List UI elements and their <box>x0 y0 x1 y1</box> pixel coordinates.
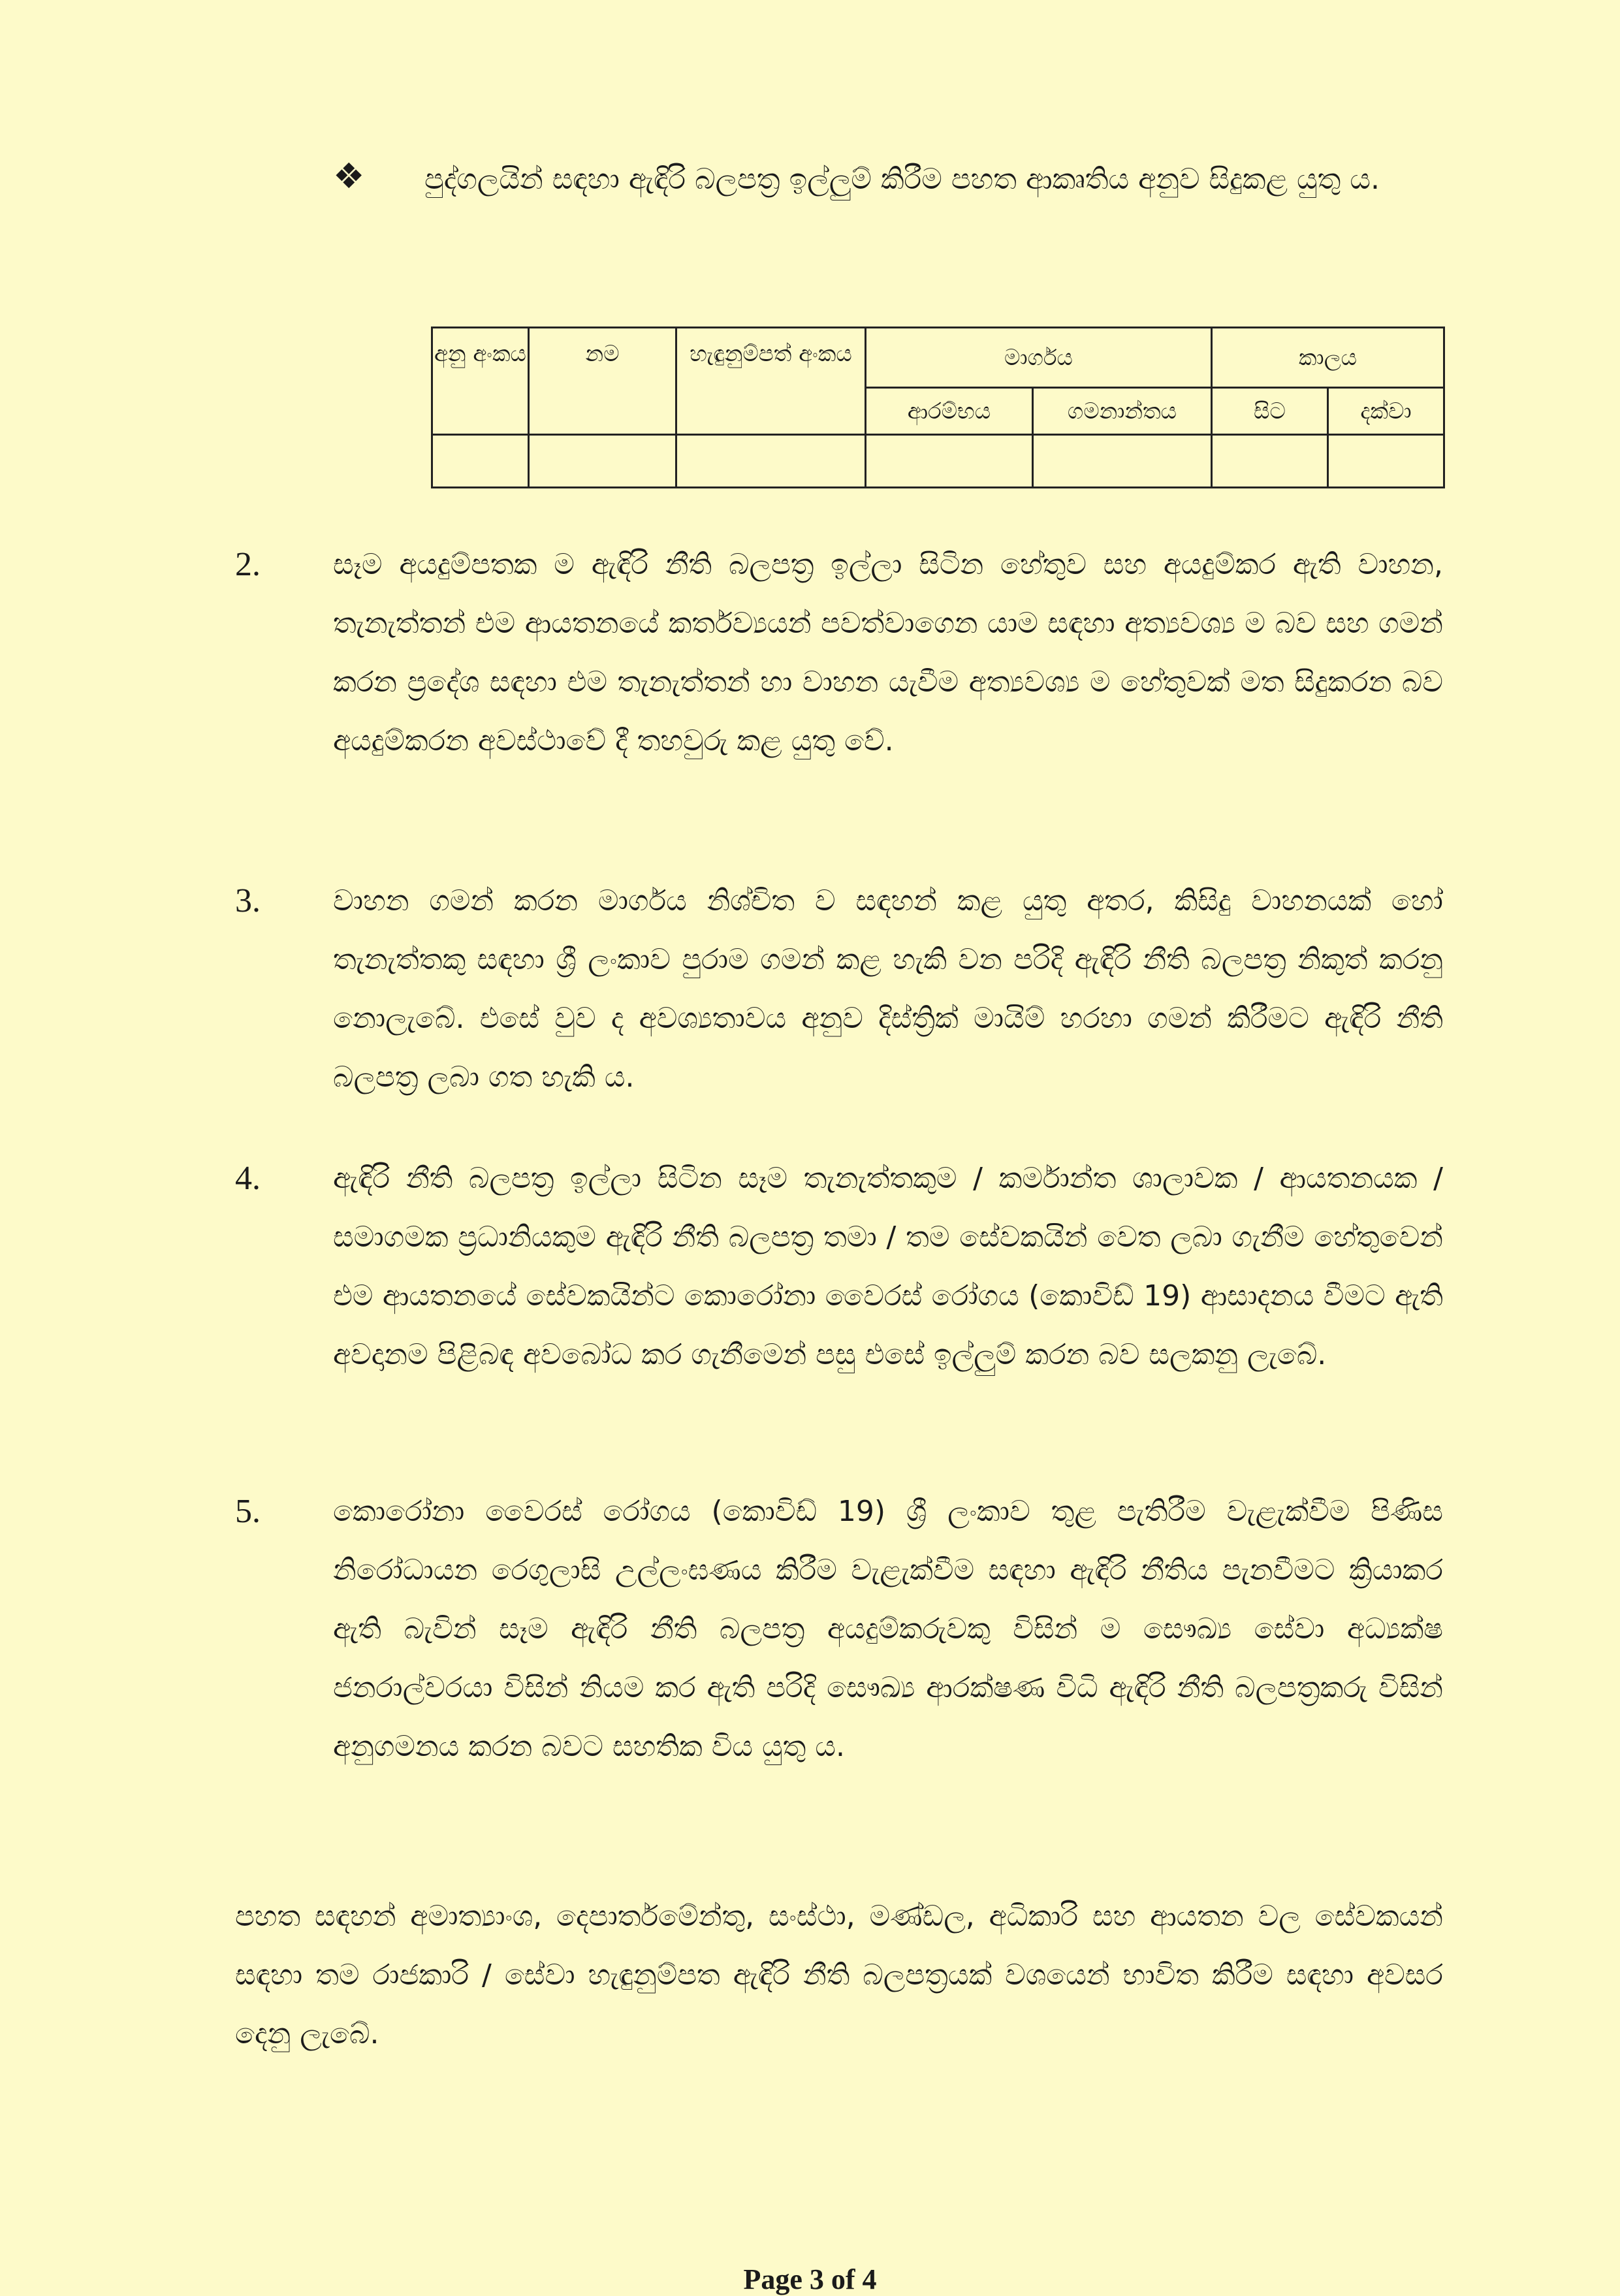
item-number: 4. <box>235 1160 261 1197</box>
table-row-empty <box>432 435 1444 488</box>
table-cell-empty <box>529 435 676 488</box>
header-id-number: හැඳුනුම්පත් අංකය <box>676 328 866 435</box>
header-period-to: දක්වා <box>1328 388 1444 435</box>
table-cell-empty <box>1328 435 1444 488</box>
item-number: 5. <box>235 1493 261 1530</box>
application-format-table <box>431 327 1445 488</box>
header-period: කාලය <box>1212 328 1444 388</box>
item-text: කොරෝනා වෛරස් රෝගය (කොවිඩ් 19) ශ්‍රී ලංකාව තුළ පැතිරීම වැළැක්වීම පිණිස නිරෝධායන රෙගුලාසි උල්ලංඝණය කිරීම වැළැක්වීම සඳහා ඇඳිරි නීතිය පැනවීමට ක්‍රියාකර ඇති බැවින් සෑම ඇඳිරි නීති බලපත්‍ර අයදුම්කරුවකු විසින් ම සෞඛ්‍ය සේවා අධ්‍යක්ෂ ජනරාල්වරයා විසින් නියම කර ඇති පරිදි සෞඛ්‍ය ආරක්ෂණ විධි ඇඳිරි නීති බලපත්‍රකරු විසින් අනුගමනය කරන බවට සහතික විය යුතු ය. <box>333 1495 1443 1763</box>
table-cell-empty <box>1212 435 1328 488</box>
header-route: මාර්ගය <box>866 328 1212 388</box>
item-text: ඇඳිරි නීති බලපත්‍ර ඉල්ලා සිටින සෑම තැනැත්තකුම / කර්මාන්ත ශාලාවක / ආයතනයක / සමාගමක ප්‍රධානියකුම ඇඳිරි නීති බලපත්‍ර තමා / තම සේවකයින් වෙත ලබා ගැනීම හේතුවෙන් එම ආයතනයේ සේවකයින්ට කොරෝනා වෛරස් රෝගය (කොවිඩ් 19) ආසාදනය වීමට ඇති අවදානම පිළිබඳ අවබෝධ කර ගැනීමෙන් පසු එසේ ඉල්ලුම් කරන බව සලකනු ලැබේ. <box>333 1162 1443 1371</box>
table-cell-empty <box>432 435 529 488</box>
closing-paragraph: පහත සඳහන් අමාත්‍යාංශ, දෙපාර්තමේන්තු, සංස්ථා, මණ්ඩල, අධිකාරි සහ ආයතන වල සේවකයන් සඳහා තම රාජකාරි / සේවා හැඳුනුම්පත ඇඳිරි නීති බලපත්‍රයක් වශයෙන් භාවිත කිරීම සඳහා අවසර දෙනු ලැබේ. <box>235 1900 1443 2050</box>
table-cell-empty <box>676 435 866 488</box>
header-route-destination: ගමනාන්තය <box>1033 388 1212 435</box>
table-cell-empty <box>866 435 1033 488</box>
bullet-text: පුද්ගලයින් සඳහා ඇඳිරි බලපත්‍ර ඉල්ලුම් කිරීම පහත ආකෘතිය අනුව සිදුකළ යුතු ය. <box>424 163 1380 196</box>
item-number: 3. <box>235 882 261 919</box>
header-route-start: ආරම්භය <box>866 388 1033 435</box>
four-diamond-bullet-icon: ❖ <box>333 155 365 197</box>
header-name: නම <box>529 328 676 435</box>
header-serial-number: අනු අංකය <box>432 328 529 435</box>
item-number: 2. <box>235 546 261 583</box>
item-text: සෑම අයදුම්පතක ම ඇඳිරි නීති බලපත්‍ර ඉල්ලා සිටින හේතුව සහ අයදුම්කර ඇති වාහන, තැනැත්තන් එම ආයතනයේ කර්තව්‍යයන් පවත්වාගෙන යාම සඳහා අත්‍යවශ්‍ය ම බව සහ ගමන් කරන ප්‍රදේශ සඳහා එම තැනැත්තන් හා වාහන යැවීම අත්‍යවශ්‍ය ම හේතුවක් මත සිදුකරන බව අයදුම්කරන අවස්ථාවේ දී තහවුරු කළ යුතු වේ. <box>333 548 1443 757</box>
item-text: වාහන ගමන් කරන මාර්ගය නිශ්චිත ව සඳහන් කළ යුතු අතර, කිසිදු වාහනයක් හෝ තැනැත්තකු සඳහා ශ්‍රී ලංකාව පුරාම ගමන් කළ හැකි වන පරිදි ඇඳිරි නීති බලපත්‍ර නිකුත් කරනු නොලැබේ. එසේ වුව ද අවශ්‍යතාවය අනුව දිස්ත්‍රික් මායිම් හරහා ගමන් කිරීමට ඇඳිරි නීති බලපත්‍ර ලබා ගත හැකි ය. <box>333 884 1443 1094</box>
table-cell-empty <box>1033 435 1212 488</box>
page-number: Page 3 of 4 <box>743 2263 877 2295</box>
header-period-from: සිට <box>1212 388 1328 435</box>
